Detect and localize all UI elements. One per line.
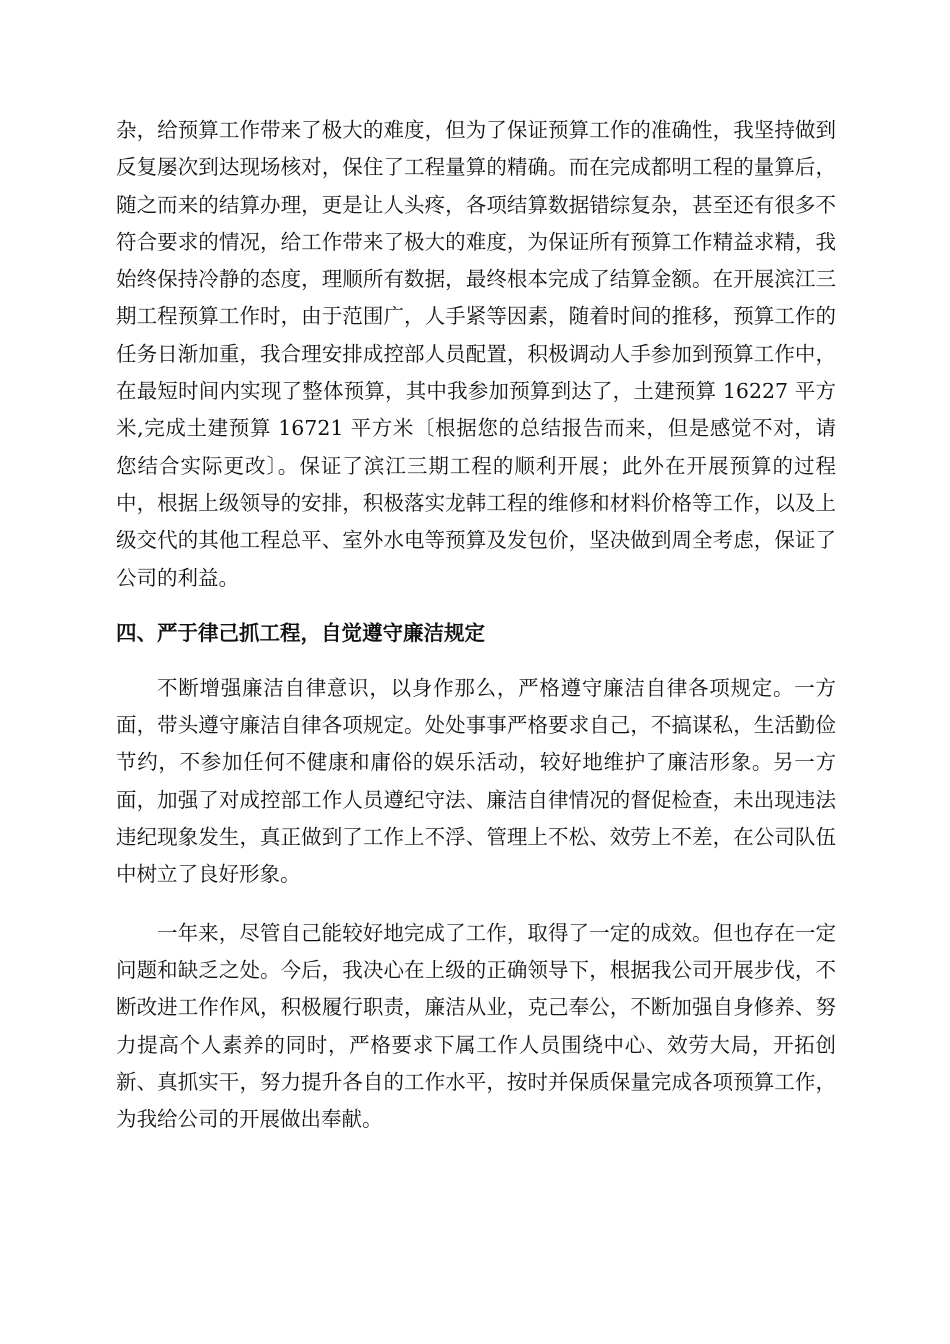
document-body [116, 112, 836, 1138]
section-heading-integrity: 四、严于律己抓工程，自觉遵守廉洁规定 [116, 620, 485, 645]
paragraph-conclusion: 一年来，尽管自己能较好地完成了工作，取得了一定的成效。但也存在一定问题和缺乏之处。今后，我决心在上级的正确领导下，根据我公司开展步伐，不断改进工作作风，积极履行职责，廉洁从业，克己奉公，不断加强自身修养、努力提高个人素养的同时，严格要求下属工作人员围绕中心、效劳大局，开拓创新、真抓实干，努力提升各自的工作水平，按时并保质保量完成各项预算工作，为我给公司的开展做出奉献。 [116, 920, 836, 1132]
paragraph-budget-work: 杂，给预算工作带来了极大的难度，但为了保证预算工作的准确性，我坚持做到反复屡次到达现场核对，保住了工程量算的精确。而在完成都明工程的量算后，随之而来的结算办理，更是让人头疼，各项结算数据错综复杂，甚至还有很多不符合要求的情况，给工作带来了极大的难度，为保证所有预算工作精益求精，我始终保持冷静的态度，理顺所有数据，最终根本完成了结算金额。在开展滨江三期工程预算工作时，由于范围广，人手紧等因素，随着时间的推移，预算工作的任务日渐加重，我合理安排成控部人员配置，积极调动人手参加到预算工作中，在最短时间内实现了整体预算，其中我参加预算到达了，土建预算 16227 平方米,完成土建预算 16721 平方米〔根据您的总结报告而来，但是感觉不对，请您结合实际更改〕。保证了滨江三期工程的顺利开展；此外在开展预算的过程中，根据上级领导的安排，积极落实龙韩工程的维修和材料价格等工作，以及上级交代的其他工程总平、室外水电等预算及发包价，坚决做到周全考虑，保证了公司的利益。 [116, 118, 836, 590]
paragraph-integrity: 不断增强廉洁自律意识，以身作那么，严格遵守廉洁自律各项规定。一方面，带头遵守廉洁自律各项规定。处处事事严格要求自己，不搞谋私，生活勤俭节约，不参加任何不健康和庸俗的娱乐活动，较好地维护了廉洁形象。另一方面，加强了对成控部工作人员遵纪守法、廉洁自律情况的督促检查，未出现违法违纪现象发生，真正做到了工作上不浮、管理上不松、效劳上不差，在公司队伍中树立了良好形象。 [116, 675, 836, 887]
